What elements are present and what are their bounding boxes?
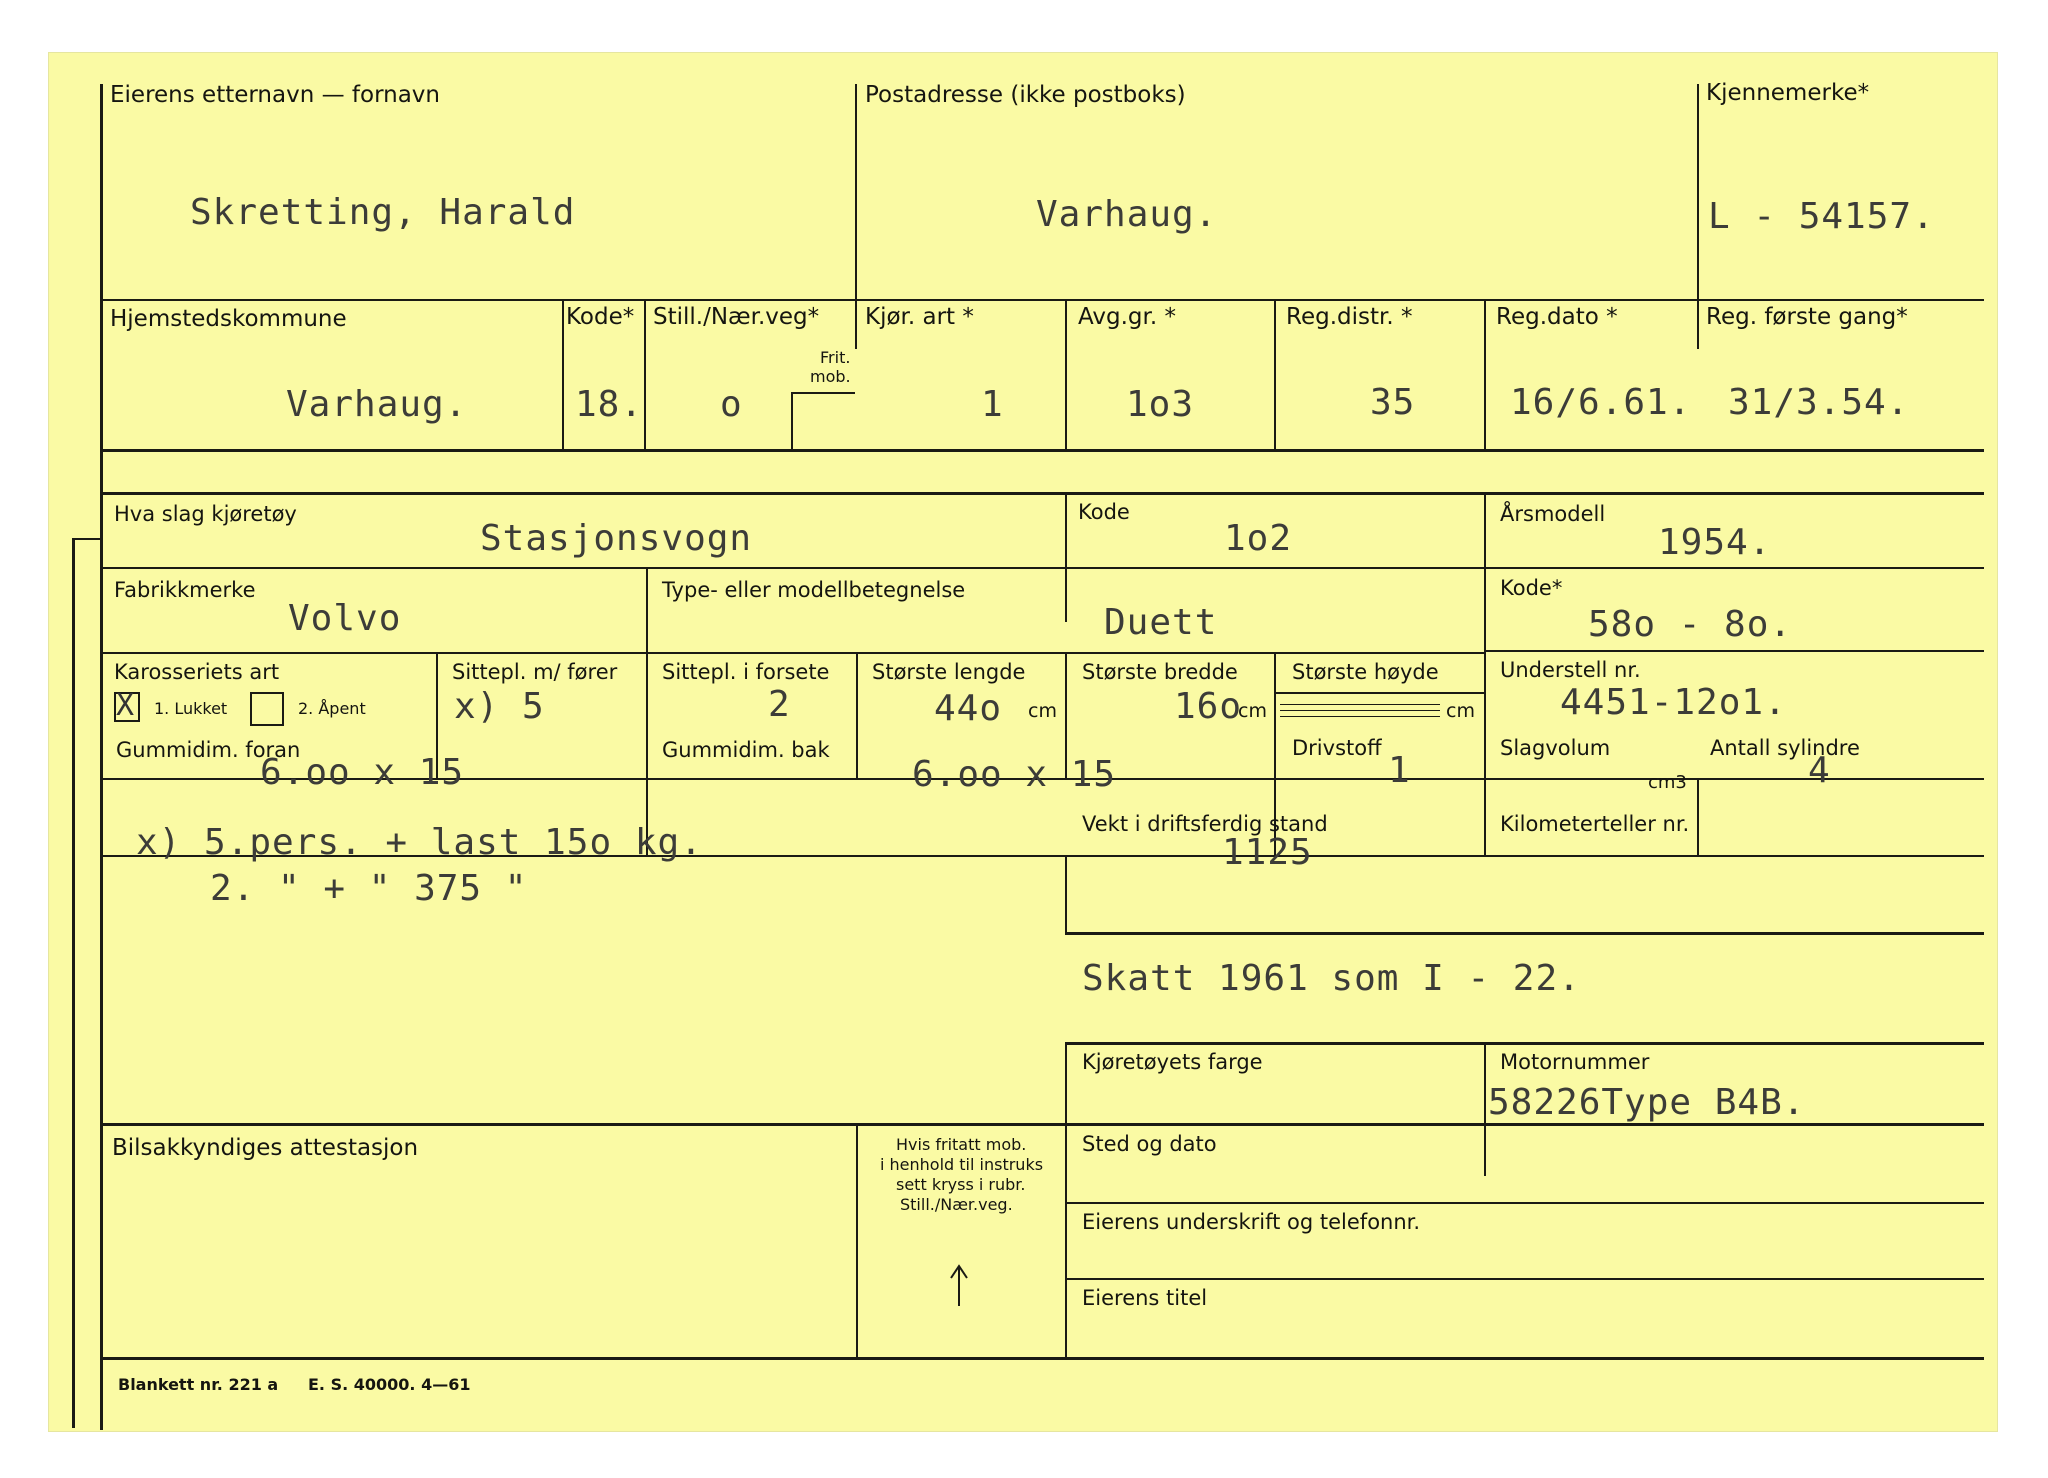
exemption-note-1: Hvis fritatt mob.	[896, 1135, 1027, 1154]
closed-label: 1. Lukket	[154, 699, 228, 718]
rule	[72, 538, 75, 1428]
model-label: Type- eller modellbetegnelse	[662, 578, 966, 602]
tax-line: Skatt 1961 som I - 22.	[1082, 958, 1581, 999]
vehicle-kind-code-label: Kode	[1078, 500, 1130, 524]
rule	[72, 538, 102, 540]
displacement-label: Slagvolum	[1500, 736, 1611, 760]
mob-label: mob.	[810, 367, 851, 386]
code-label: Kode*	[566, 304, 635, 330]
rule	[1274, 692, 1484, 694]
note-line-2: 2. " + " 375 "	[210, 868, 528, 909]
vehicle-kind-value: Stasjonsvogn	[480, 518, 753, 559]
model-code-label: Kode*	[1500, 576, 1563, 600]
arrow-up-icon	[948, 1262, 970, 1308]
note-line-1: x) 5.pers. + last 15o kg.	[136, 822, 703, 863]
tire-front-value: 6.oo x 15	[260, 752, 465, 793]
rule	[100, 1357, 1984, 1360]
address-label: Postadresse (ikke postboks)	[865, 82, 1186, 108]
still-label: Still./Nær.veg*	[653, 304, 820, 330]
fuel-value: 1	[1388, 750, 1411, 791]
rule	[1065, 1042, 1984, 1045]
chassis-label: Understell nr.	[1500, 658, 1641, 682]
plate-value: L - 54157.	[1708, 196, 1935, 237]
still-value: o	[720, 384, 743, 425]
rule	[100, 652, 1484, 654]
reg-date-value: 16/6.61.	[1510, 382, 1692, 423]
rule	[1065, 299, 1067, 451]
rule	[644, 299, 646, 451]
chassis-value: 4451-12o1.	[1560, 682, 1787, 723]
make-label: Fabrikkmerke	[114, 578, 256, 602]
drive-type-label: Kjør. art *	[865, 304, 974, 330]
print-info: E. S. 40000. 4—61	[308, 1375, 471, 1394]
municipality-value: Varhaug.	[286, 384, 468, 425]
rule	[855, 84, 857, 349]
rule	[856, 654, 858, 780]
owner-title-label: Eierens titel	[1082, 1286, 1208, 1310]
exemption-note-3: sett kryss i rubr.	[896, 1175, 1026, 1194]
form-number: Blankett nr. 221 a	[118, 1375, 279, 1394]
fee-group-label: Avg.gr. *	[1078, 304, 1176, 330]
width-value: 16o	[1174, 686, 1243, 727]
seats-value: x) 5	[454, 686, 545, 727]
code-value: 18.	[575, 384, 644, 425]
fuel-label: Drivstoff	[1292, 736, 1382, 760]
tire-front-label: Gummidim. foran	[116, 738, 301, 762]
registration-card	[48, 52, 1998, 1432]
length-label: Største lengde	[872, 660, 1026, 684]
width-label: Største bredde	[1082, 660, 1238, 684]
height-hatch	[1280, 710, 1440, 711]
rule	[1697, 780, 1699, 857]
height-unit: cm	[1446, 700, 1475, 722]
frit-label: Frit.	[820, 348, 851, 367]
rule	[1486, 567, 1984, 569]
cylinders-value: 4	[1808, 750, 1831, 791]
owner-signature-label: Eierens underskrift og telefonnr.	[1082, 1210, 1421, 1234]
closed-checkbox-mark: X	[116, 688, 135, 723]
model-code-value: 58o - 8o.	[1588, 604, 1793, 645]
owner-name-value: Skretting, Harald	[190, 192, 576, 233]
rule	[1065, 1202, 1984, 1204]
rule	[856, 1125, 858, 1359]
engine-number-label: Motornummer	[1500, 1050, 1650, 1074]
rule	[1065, 857, 1067, 934]
vehicle-kind-code-value: 1o2	[1224, 518, 1293, 559]
body-type-label: Karosseriets art	[114, 660, 280, 684]
first-reg-value: 31/3.54.	[1728, 382, 1910, 423]
place-date-label: Sted og dato	[1082, 1132, 1217, 1156]
seats-label: Sittepl. m/ fører	[452, 660, 618, 684]
rule	[100, 492, 1984, 495]
weight-label: Vekt i driftsferdig stand	[1082, 812, 1328, 836]
address-value: Varhaug.	[1036, 194, 1218, 235]
drive-type-value: 1	[981, 384, 1004, 425]
exemption-note-2: i henhold til instruks	[880, 1155, 1044, 1174]
rule	[100, 1123, 1984, 1126]
rule	[1484, 1042, 1486, 1176]
make-value: Volvo	[288, 598, 402, 639]
rule	[1065, 932, 1984, 935]
rule	[1484, 299, 1486, 451]
rule	[100, 567, 1484, 569]
rule	[1697, 84, 1699, 349]
length-unit: cm	[1028, 700, 1057, 722]
rule	[1484, 492, 1486, 857]
width-unit: cm	[1238, 700, 1267, 722]
vehicle-kind-label: Hva slag kjøretøy	[114, 502, 297, 526]
fee-group-value: 1o3	[1126, 384, 1195, 425]
height-hatch	[1280, 716, 1440, 717]
open-checkbox[interactable]	[250, 692, 284, 726]
rule	[1274, 299, 1276, 451]
rule	[791, 392, 855, 394]
weight-value: 1125	[1222, 832, 1313, 873]
front-seats-label: Sittepl. i forsete	[662, 660, 830, 684]
rule	[1065, 1125, 1067, 1359]
rule	[646, 569, 648, 857]
model-value: Duett	[1104, 602, 1218, 643]
height-label: Største høyde	[1292, 660, 1439, 684]
engine-number-value: 58226Type B4B.	[1488, 1082, 1806, 1123]
front-seats-value: 2	[768, 684, 791, 725]
tire-rear-label: Gummidim. bak	[662, 738, 830, 762]
plate-label: Kjennemerke*	[1706, 80, 1870, 106]
rule	[100, 84, 103, 1430]
model-year-value: 1954.	[1658, 522, 1772, 563]
reg-district-label: Reg.distr. *	[1286, 304, 1413, 330]
rule	[791, 392, 793, 450]
first-reg-label: Reg. første gang*	[1706, 304, 1908, 330]
displacement-unit: cm3	[1648, 772, 1687, 793]
model-year-label: Årsmodell	[1500, 502, 1606, 526]
reg-district-value: 35	[1370, 382, 1416, 423]
rule	[1065, 1278, 1984, 1280]
rule	[1486, 650, 1984, 652]
rule	[562, 299, 564, 451]
exemption-note-4: Still./Nær.veg.	[900, 1195, 1013, 1214]
odometer-label: Kilometerteller nr.	[1500, 812, 1690, 836]
rule	[100, 299, 1984, 301]
attestation-label: Bilsakkyndiges attestasjon	[112, 1135, 419, 1161]
tire-rear-value: 6.oo x 15	[912, 754, 1117, 795]
reg-date-label: Reg.dato *	[1496, 304, 1618, 330]
length-value: 44o	[934, 688, 1003, 729]
rule	[1065, 492, 1067, 622]
owner-name-label: Eierens etternavn — fornavn	[110, 82, 440, 108]
height-hatch	[1280, 704, 1440, 705]
cylinders-label: Antall sylindre	[1710, 736, 1860, 760]
color-label: Kjøretøyets farge	[1082, 1050, 1263, 1074]
rule	[100, 449, 1984, 452]
municipality-label: Hjemstedskommune	[110, 306, 347, 332]
open-label: 2. Åpent	[298, 699, 366, 718]
